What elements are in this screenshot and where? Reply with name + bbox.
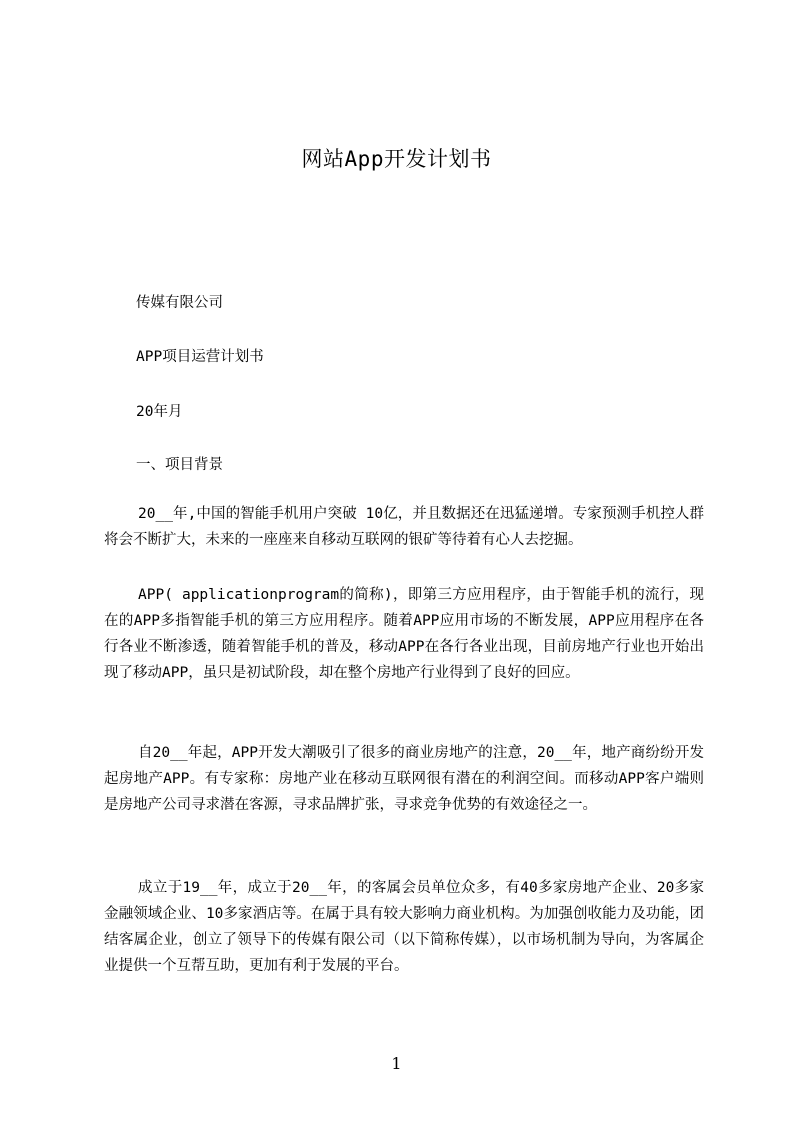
document-title: 网站App开发计划书 — [301, 147, 492, 171]
section-heading: 一、项目背景 — [136, 457, 223, 473]
paragraph: 自20__年起，APP开发大潮吸引了很多的商业房地产的注意，20__年，地产商纷纷开发起房地产APP。有专家称：房地产业在移动互联网很有潜在的利润空间。而移动APP客户端则是房地产公司寻求潜在客源，寻求品牌扩张，寻求竞争优势的有效途径之一。 — [104, 745, 705, 813]
paragraph: 20__年,中国的智能手机用户突破 10亿，并且数据还在迅猛递增。专家预测手机控人群将会不断扩大，未来的一座座来自移动互联网的银矿等待着有心人去挖掘。 — [104, 506, 704, 548]
plan-date: 20年月 — [136, 404, 183, 420]
page-number: 1 — [391, 1054, 402, 1073]
paragraph: APP( applicationprogram的简称)，即第三方应用程序，由于智能手机的流行，现在的APP多指智能手机的第三方应用程序。随着APP应用市场的不断发展，APP应用程序在各行各业不断渗透，随着智能手机的普及，移动APP在各行各业出现，目前房地产行业也开始出现了移动APP，虽只是初试阶段，却在整个房地产行业得到了良好的回应。 — [104, 587, 704, 681]
company-name: 传媒有限公司 — [136, 295, 223, 311]
paragraph: 成立于19__年，成立于20__年，的客属会员单位众多，有40多家房地产企业、20多家金融领域企业、10多家酒店等。在属于具有较大影响力商业机构。为加强创收能力及功能，团结客属企业，创立了领导下的传媒有限公司（以下简称传媒），以市场机制为导向，为客属企业提供一个互帮互助，更加有利于发展的平台。 — [104, 880, 704, 974]
plan-name: APP项目运营计划书 — [136, 349, 264, 365]
